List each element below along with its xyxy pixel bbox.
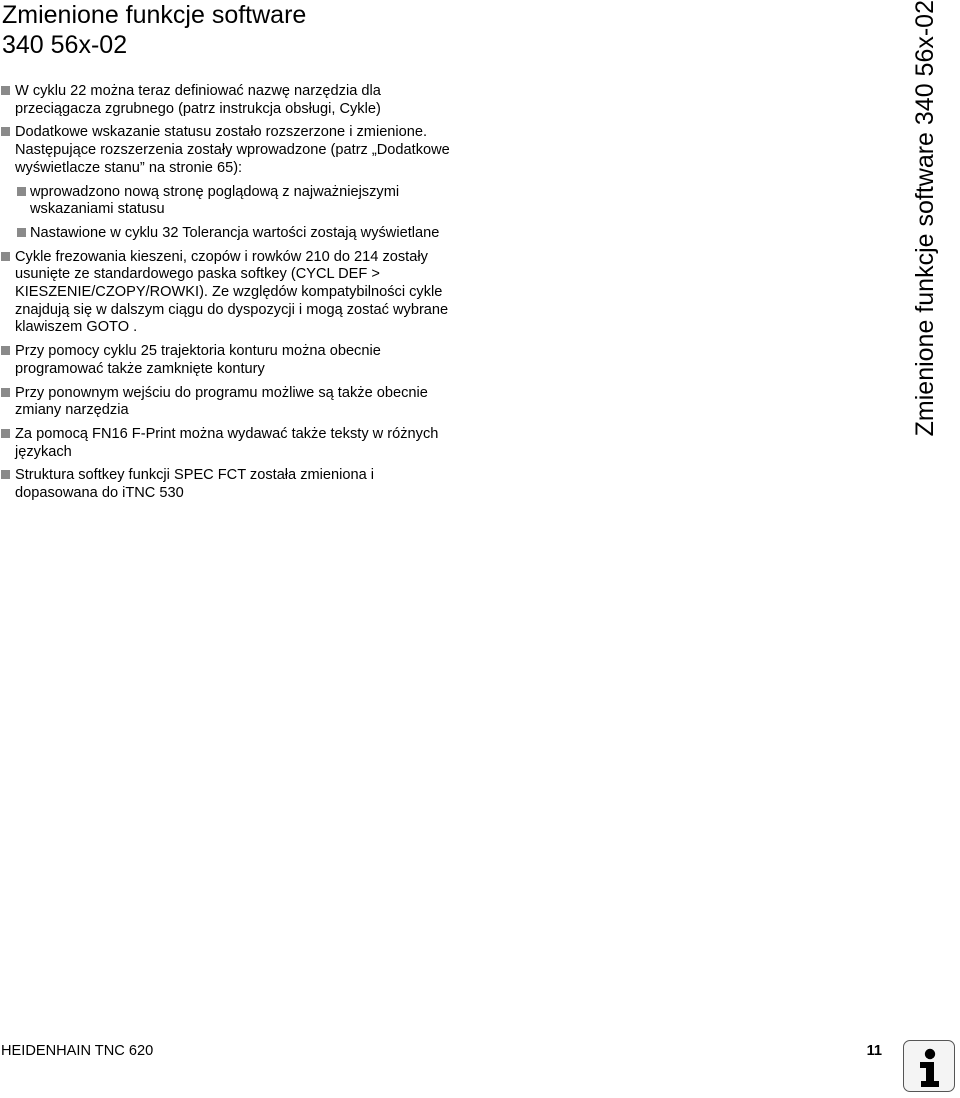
list-item-text: usunięte ze standardowego paska softkey (CYCL DEF > (15, 266, 380, 283)
list-item-text: programować także zamknięte kontury (15, 360, 265, 377)
bullet-square-icon (1, 470, 10, 479)
list-item-text: Następujące rozszerzenia zostały wprowadzone (patrz „Dodatkowe (15, 142, 450, 159)
list-item-text: Za pomocą FN16 F-Print można wydawać także teksty w różnych (15, 425, 439, 442)
sub-list-item (15, 184, 520, 219)
list-item-text: dopasowana do iTNC 530 (15, 485, 184, 502)
page-number: 11 (866, 1043, 882, 1059)
list-item (0, 385, 520, 420)
list-item-text: klawiszem GOTO . (15, 319, 138, 336)
sub-list-item (15, 225, 520, 243)
page-title (2, 0, 622, 60)
list-item (0, 343, 520, 378)
list-item-text: Dodatkowe wskazanie statusu zostało rozszerzone i zmienione. (15, 124, 428, 141)
page-title-line2: 340 56x-02 (2, 31, 128, 59)
bullet-square-icon (1, 127, 10, 136)
sub-list-item-text: Nastawione w cyklu 32 Tolerancja wartości zostają wyświetlane (30, 224, 440, 241)
bullet-square-icon (1, 429, 10, 438)
footer-product-name: HEIDENHAIN TNC 620 (1, 1043, 154, 1059)
sub-list-item-text: wskazaniami statusu (30, 201, 165, 218)
sub-list (15, 184, 520, 243)
list-item-text: Przy ponownym wejściu do programu możliwe są także obecnie (15, 384, 428, 401)
list-item-text: przeciągacza zgrubnego (patrz instrukcja obsługi, Cykle) (15, 100, 381, 117)
list-item-text: W cyklu 22 można teraz definiować nazwę narzędzia dla (15, 83, 381, 99)
side-title-text: Zmienione funkcje software 340 56x-02 (911, 0, 939, 437)
bullet-square-icon (17, 187, 26, 196)
list-item-text: Przy pomocy cyklu 25 trajektoria konturu można obecnie (15, 343, 381, 360)
side-title (906, 0, 944, 520)
page-title-line1: Zmienione funkcje software (2, 1, 307, 29)
list-item-text: językach (15, 443, 72, 460)
list-item-text: Cykle frezowania kieszeni, czopów i rowków 210 do 214 zostały (15, 248, 428, 265)
list-item (0, 426, 520, 461)
info-icon (903, 1040, 955, 1092)
list-item (0, 83, 520, 118)
list-item-text: Struktura softkey funkcji SPEC FCT została zmieniona i (15, 467, 375, 484)
info-icon-glyph (904, 1041, 956, 1093)
list-item-text: KIESZENIE/CZOPY/ROWKI). Ze względów kompatybilności cykle (15, 284, 443, 301)
bullet-square-icon (1, 388, 10, 397)
list-item-text: wyświetlacze stanu” na stronie 65): (15, 159, 243, 176)
bullet-square-icon (1, 346, 10, 355)
bullet-square-icon (1, 86, 10, 95)
list-item (0, 467, 520, 502)
bullet-square-icon (1, 252, 10, 261)
sub-list-item-text: wprowadzono nową stronę poglądową z najważniejszymi (30, 183, 400, 200)
list-item-text: zmiany narzędzia (15, 402, 129, 419)
list-item-text: znajdują się w dalszym ciągu do dyspozycji i mogą zostać wybrane (15, 301, 449, 318)
list-item (0, 249, 520, 338)
list-item (0, 124, 520, 242)
bullet-list (0, 83, 520, 509)
bullet-square-icon (17, 228, 26, 237)
